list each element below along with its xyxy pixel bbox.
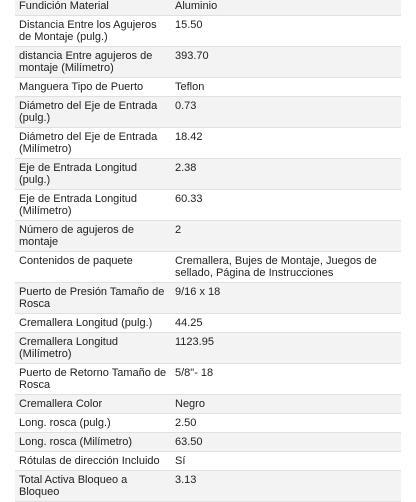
spec-value: 44.25 (171, 314, 401, 333)
spec-row (15, 159, 401, 190)
spec-row (15, 16, 401, 47)
spec-value: 0.73 (171, 97, 401, 128)
spec-label: Eje de Entrada Longitud (Milímetro) (15, 190, 171, 221)
spec-label: Long. rosca (Milímetro) (15, 433, 171, 452)
spec-row (15, 433, 401, 452)
spec-label: Long. rosca (pulg.) (15, 414, 171, 433)
spec-label: Distancia Entre los Agujeros de Montaje (pulg.) (15, 16, 171, 47)
spec-row (15, 0, 401, 16)
spec-label: Número de agujeros de montaje (15, 221, 171, 252)
spec-row (15, 252, 401, 283)
spec-value: 2.38 (171, 159, 401, 190)
spec-value: 15.50 (171, 16, 401, 47)
spec-value: 60.33 (171, 190, 401, 221)
spec-value: 9/16 x 18 (171, 283, 401, 314)
spec-table-body (15, 0, 401, 502)
spec-value: Teflon (171, 78, 401, 97)
spec-value: 2 (171, 221, 401, 252)
spec-label: distancia Entre agujeros de montaje (Milímetro) (15, 47, 171, 78)
spec-row (15, 364, 401, 395)
spec-value: 63.50 (171, 433, 401, 452)
spec-label: Diámetro del Eje de Entrada (pulg.) (15, 97, 171, 128)
spec-row (15, 314, 401, 333)
spec-value: 18.42 (171, 128, 401, 159)
spec-row (15, 452, 401, 471)
spec-label: Eje de Entrada Longitud (pulg.) (15, 159, 171, 190)
spec-label: Fundición Material (15, 0, 171, 16)
spec-row (15, 395, 401, 414)
spec-row (15, 97, 401, 128)
spec-value: 2.50 (171, 414, 401, 433)
spec-value: Sí (171, 452, 401, 471)
spec-row (15, 414, 401, 433)
spec-label: Diámetro del Eje de Entrada (Milímetro) (15, 128, 171, 159)
spec-row (15, 283, 401, 314)
spec-row (15, 128, 401, 159)
spec-value: 1123.95 (171, 333, 401, 364)
spec-table (15, 0, 401, 502)
spec-label: Total Activa Bloqueo a Bloqueo (15, 471, 171, 502)
spec-row (15, 333, 401, 364)
spec-row (15, 221, 401, 252)
spec-value: Cremallera, Bujes de Montaje, Juegos de sellado, Página de Instrucciones (171, 252, 401, 283)
spec-row (15, 471, 401, 502)
spec-label: Rótulas de dirección Incluido (15, 452, 171, 471)
spec-value: 393.70 (171, 47, 401, 78)
spec-value: 5/8"- 18 (171, 364, 401, 395)
spec-label: Cremallera Longitud (pulg.) (15, 314, 171, 333)
spec-label: Puerto de Presión Tamaño de Rosca (15, 283, 171, 314)
spec-row (15, 47, 401, 78)
spec-label: Cremallera Color (15, 395, 171, 414)
spec-value: Aluminio (171, 0, 401, 16)
spec-label: Contenidos de paquete (15, 252, 171, 283)
spec-row (15, 190, 401, 221)
spec-value: 3.13 (171, 471, 401, 502)
spec-label: Cremallera Longitud (Milímetro) (15, 333, 171, 364)
spec-row (15, 78, 401, 97)
spec-label: Puerto de Retorno Tamaño de Rosca (15, 364, 171, 395)
spec-label: Manguera Tipo de Puerto (15, 78, 171, 97)
spec-value: Negro (171, 395, 401, 414)
